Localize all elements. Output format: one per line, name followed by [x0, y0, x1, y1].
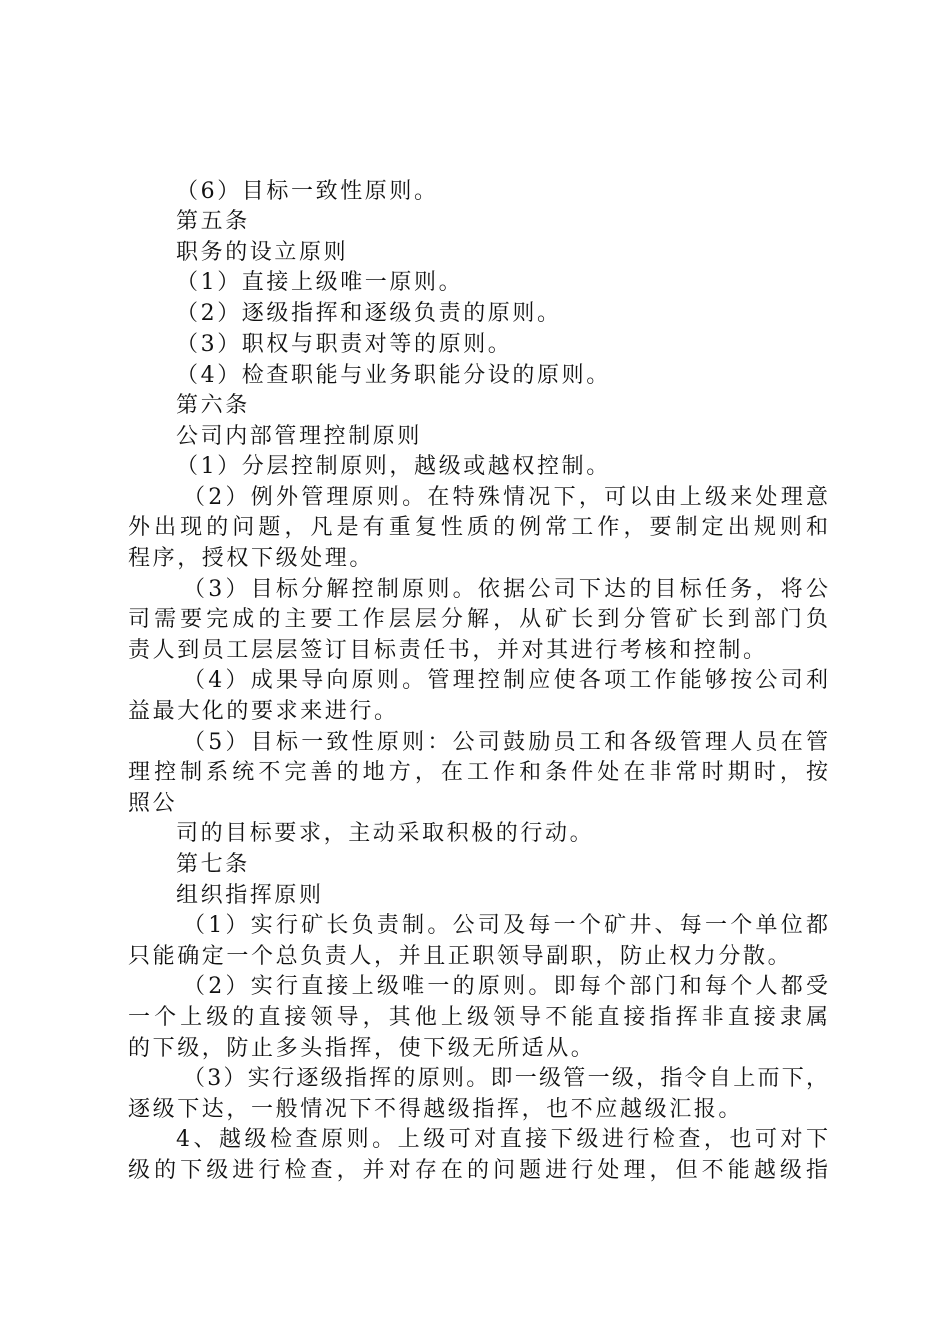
section-title: 公司内部管理控制原则 — [176, 424, 423, 449]
text-line: （2）逐级指挥和逐级负责的原则。 — [176, 301, 562, 326]
article-heading: 第五条 — [176, 209, 250, 234]
text-line: 司需要完成的主要工作层层分解，从矿长到分管矿长到部门负 — [128, 607, 828, 632]
text-line: 照公 — [128, 791, 178, 816]
text-line: 外出现的问题，凡是有重复性质的例常工作，要制定出规则和 — [128, 515, 828, 540]
text-line: 益最大化的要求来进行。 — [128, 699, 399, 724]
text-line: 司的目标要求，主动采取积极的行动。 — [176, 821, 595, 846]
text-line: （2）实行直接上级唯一的原则。即每个部门和每个人都受 — [183, 974, 828, 999]
text-line: （5）目标一致性原则：公司鼓励员工和各级管理人员在管 — [183, 730, 828, 755]
text-line: 程序，授权下级处理。 — [128, 546, 375, 571]
text-line: 逐级下达，一般情况下不得越级指挥，也不应越级汇报。 — [128, 1097, 744, 1122]
section-title: 组织指挥原则 — [176, 883, 324, 908]
text-line: （4）检查职能与业务职能分设的原则。 — [176, 363, 611, 388]
text-line: 责人到员工层层签订目标责任书，并对其进行考核和控制。 — [128, 638, 768, 663]
article-heading: 第七条 — [176, 852, 250, 877]
text-line: （1）实行矿长负责制。公司及每一个矿井、每一个单位都 — [183, 913, 828, 938]
text-line: （1）分层控制原则，越级或越权控制。 — [176, 454, 611, 479]
text-line: 理控制系统不完善的地方，在工作和条件处在非常时期时，按 — [128, 760, 828, 785]
text-line: 4、越级检查原则。上级可对直接下级进行检查，也可对下 — [176, 1127, 828, 1152]
text-line: （6）目标一致性原则。 — [176, 179, 439, 204]
article-heading: 第六条 — [176, 393, 250, 418]
text-line: （2）例外管理原则。在特殊情况下，可以由上级来处理意 — [183, 485, 828, 510]
text-line: （3）实行逐级指挥的原则。即一级管一级，指令自上而下， — [183, 1066, 828, 1091]
text-line: （3）职权与职责对等的原则。 — [176, 332, 513, 357]
text-line: （4）成果导向原则。管理控制应使各项工作能够按公司利 — [183, 668, 828, 693]
text-line: 一个上级的直接领导，其他上级领导不能直接指挥非直接隶属 — [128, 1005, 828, 1030]
text-line: （1）直接上级唯一原则。 — [176, 270, 464, 295]
text-line: 只能确定一个总负责人，并且正职领导副职，防止权力分散。 — [128, 944, 793, 969]
text-line: （3）目标分解控制原则。依据公司下达的目标任务，将公 — [183, 577, 828, 602]
text-line: 级的下级进行检查，并对存在的问题进行处理，但不能越级指 — [128, 1158, 828, 1183]
text-line: 的下级，防止多头指挥，使下级无所适从。 — [128, 1036, 596, 1061]
section-title: 职务的设立原则 — [176, 240, 349, 265]
